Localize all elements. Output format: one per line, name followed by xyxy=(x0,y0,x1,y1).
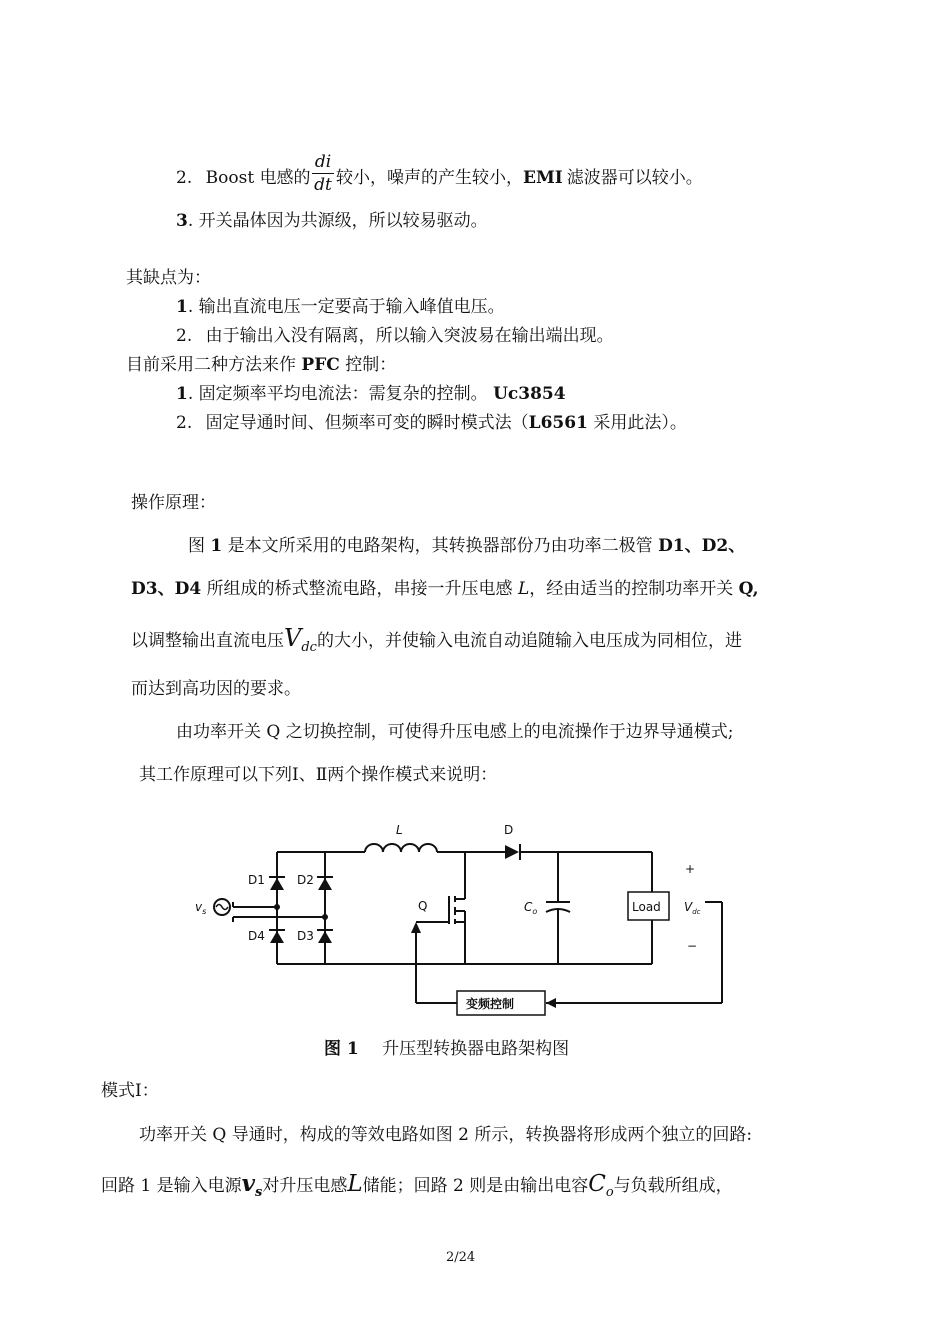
label-D2: D2 xyxy=(297,873,314,887)
co-symbol: C xyxy=(588,1171,606,1197)
boost-converter-circuit xyxy=(0,812,950,1042)
text: 储能；回路 2 则是由输出电容 xyxy=(362,1176,589,1196)
diode-D2 xyxy=(317,877,333,890)
capacitor-Co xyxy=(546,852,570,964)
label-load: Load xyxy=(632,900,661,914)
label-Co: $C_o$ xyxy=(524,900,538,916)
di-dt-fraction xyxy=(312,152,334,195)
text: 是本文所采用的电路架构，其转换器部份乃由功率二极管 xyxy=(227,536,653,556)
inductor-symbol: L xyxy=(347,1171,363,1197)
chip-name: Uc3854 xyxy=(493,384,566,404)
item-text: . 固定频率平均电流法：需复杂的控制。 xyxy=(187,384,488,404)
advantage-item-3 xyxy=(176,211,488,231)
principle-p1-line3 xyxy=(131,624,742,655)
ac-source-icon xyxy=(214,899,230,915)
label-D: D xyxy=(504,823,514,837)
item-number: 2. xyxy=(176,326,193,346)
diode-refs: D3、D4 xyxy=(131,579,202,599)
item-number: 1 xyxy=(176,297,188,317)
item-text: 由于输出入没有隔离，所以输入突波易在输出端出现。 xyxy=(205,326,614,346)
frac-denominator: dt xyxy=(314,175,332,195)
diode-D3 xyxy=(317,930,333,943)
principle-heading: 操作原理： xyxy=(131,493,216,513)
inductor-symbol: L xyxy=(517,579,530,599)
item-text-post1: 较小，噪声的产生较小， xyxy=(336,168,523,188)
principle-p1-line1 xyxy=(188,536,745,556)
item-number: 1 xyxy=(176,384,188,404)
text: 回路 1 是输入电源 xyxy=(101,1176,242,1196)
label-Vdc: $V_{dc}$ xyxy=(684,900,701,916)
method-item-1 xyxy=(176,384,566,404)
method-item-2 xyxy=(176,413,687,433)
item-text-post: 采用此法）。 xyxy=(593,413,687,433)
label-Q: Q xyxy=(418,899,428,913)
label-plus: + xyxy=(685,862,696,876)
page-number: 2/24 xyxy=(446,1250,476,1265)
figure-caption xyxy=(324,1039,569,1059)
label-L: L xyxy=(396,823,403,837)
item-text: . 开关晶体因为共源级，所以较易驱动。 xyxy=(187,211,488,231)
text: 与负载所组成， xyxy=(613,1176,733,1196)
text: ，经由适当的控制功率开关 xyxy=(529,579,734,599)
text: 对升压电感 xyxy=(262,1176,348,1196)
item-number: 2. xyxy=(176,413,193,433)
label-D1: D1 xyxy=(248,873,265,887)
diode-D xyxy=(505,844,652,860)
principle-p2-line2: 其工作原理可以下列Ⅰ、Ⅱ两个操作模式来说明： xyxy=(139,765,498,785)
figure-ref: 1 xyxy=(210,536,223,556)
vs-symbol: v xyxy=(241,1170,255,1197)
item-text-post2: 滤波器可以较小。 xyxy=(566,168,703,188)
advantage-item-2 xyxy=(176,168,311,188)
item-number: 3 xyxy=(176,211,188,231)
item-text: . 输出直流电压一定要高于输入峰值电压。 xyxy=(187,297,505,317)
principle-p1-line4: 而达到高功因的要求。 xyxy=(131,679,301,699)
pfc-label: PFC xyxy=(301,355,340,375)
text: 图 xyxy=(188,536,205,556)
mode1-heading: 模式Ⅰ： xyxy=(101,1081,159,1101)
switch-ref: Q, xyxy=(738,579,759,599)
principle-p2-line1: 由功率开关 Q 之切换控制，可使得升压电感上的电流操作于边界导通模式; xyxy=(176,722,734,742)
text: 以调整输出直流电压 xyxy=(131,631,284,651)
emi-label: EMI xyxy=(523,168,563,188)
bridge-rectifier xyxy=(233,852,652,964)
mode1-line2 xyxy=(101,1170,733,1200)
figure-caption-text: 升压型转换器电路架构图 xyxy=(382,1039,570,1059)
diode-D1 xyxy=(269,877,285,890)
label-vs: $v_s$ xyxy=(195,900,207,916)
chip-name: L6561 xyxy=(528,413,588,433)
disadvantage-item-2 xyxy=(176,326,614,346)
methods-heading xyxy=(126,355,396,375)
label-minus: − xyxy=(687,939,698,953)
label-D4: D4 xyxy=(248,929,265,943)
vdc-subscript: dc xyxy=(301,640,317,655)
text: 的大小，并使输入电流自动追随输入电压成为同相位，进 xyxy=(316,631,742,651)
feedback-loop xyxy=(411,902,722,1015)
advantage-item-2-rest xyxy=(336,168,703,188)
frac-numerator: di xyxy=(314,152,332,172)
disadvantage-item-1 xyxy=(176,297,505,317)
diode-refs: D1、D2、 xyxy=(658,536,746,556)
label-D3: D3 xyxy=(297,929,314,943)
co-subscript: o xyxy=(605,1185,614,1200)
label-control: 变频控制 xyxy=(466,997,515,1011)
vdc-symbol: V xyxy=(284,624,302,652)
item-text-pre: Boost 电感的 xyxy=(205,168,311,188)
diode-D4 xyxy=(269,930,285,943)
item-text-pre: 固定导通时间、但频率可变的瞬时模式法（ xyxy=(205,413,529,433)
disadvantages-heading: 其缺点为： xyxy=(126,268,211,288)
text: 所组成的桥式整流电路，串接一升压电感 xyxy=(206,579,513,599)
heading-pre: 目前采用二种方法来作 xyxy=(126,355,296,375)
principle-p1-line2 xyxy=(131,579,759,599)
mode1-line1: 功率开关 Q 导通时，构成的等效电路如图 2 所示，转换器将形成两个独立的回路: xyxy=(139,1125,753,1145)
inductor-L xyxy=(365,844,505,852)
heading-post: 控制： xyxy=(345,355,397,375)
item-number: 2. xyxy=(176,168,193,188)
vs-subscript: s xyxy=(255,1185,263,1200)
figure-number: 图 1 xyxy=(324,1039,359,1059)
